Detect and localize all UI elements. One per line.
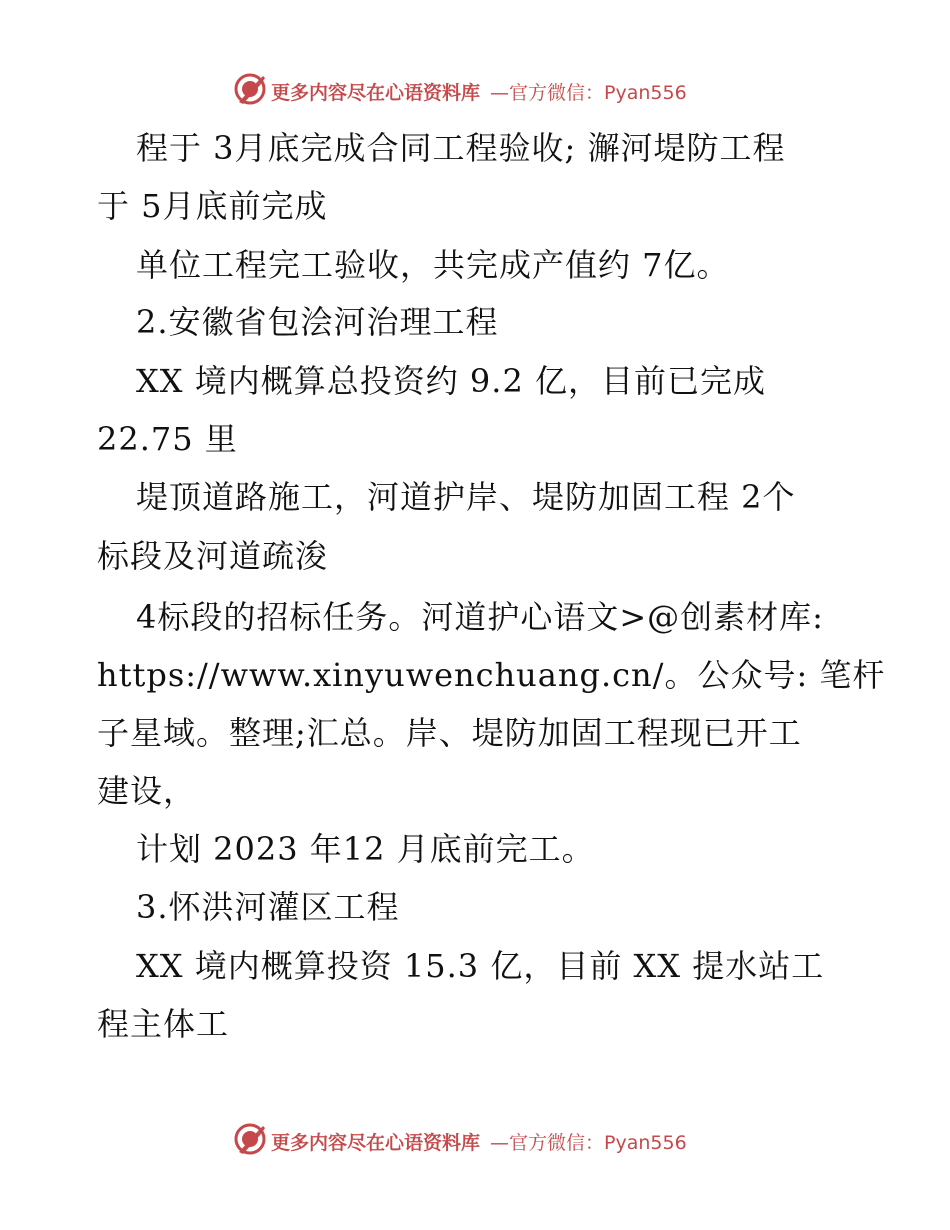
watermark-contact: —官方微信：Pyan556 — [490, 1132, 687, 1154]
footer-watermark — [0, 1120, 950, 1160]
body-line: 子星域。整理;汇总。岸、堤防加固工程现已开工 — [97, 714, 802, 752]
body-line: 2.安徽省包浍河治理工程 — [136, 303, 499, 341]
body-line: 22.75 里 — [97, 420, 238, 458]
body-line: 单位工程完工验收，共完成产值约 7亿。 — [136, 246, 730, 284]
body-line: 堤顶道路施工，河道护岸、堤防加固工程 2个 — [136, 478, 796, 516]
watermark-contact: —官方微信：Pyan556 — [490, 82, 687, 104]
header-watermark — [0, 70, 950, 110]
body-line: 标段及河道疏浚 — [97, 537, 329, 575]
body-line: 4标段的招标任务。河道护心语文>@创素材库: — [136, 598, 824, 636]
body-line: 程于 3月底完成合同工程验收; 澥河堤防工程 — [136, 129, 786, 167]
body-line: 于 5月底前完成 — [97, 187, 328, 225]
body-line: 建设， — [97, 772, 197, 810]
body-line: https://www.xinyuwenchuang.cn/。公众号: 笔杆 — [97, 656, 886, 694]
pen-seal-logo-icon — [233, 72, 267, 106]
body-line: 计划 2023 年12 月底前完工。 — [136, 830, 595, 868]
watermark-brand: 更多内容尽在心语资料库 — [271, 82, 481, 104]
body-line: XX 境内概算投资 15.3 亿，目前 XX 提水站工 — [136, 947, 825, 985]
body-line: 3.怀洪河灌区工程 — [136, 888, 400, 926]
pen-seal-logo-icon — [233, 1122, 267, 1156]
body-line: 程主体工 — [97, 1005, 230, 1043]
body-line: XX 境内概算总投资约 9.2 亿，目前已完成 — [136, 362, 766, 400]
watermark-brand: 更多内容尽在心语资料库 — [271, 1132, 481, 1154]
